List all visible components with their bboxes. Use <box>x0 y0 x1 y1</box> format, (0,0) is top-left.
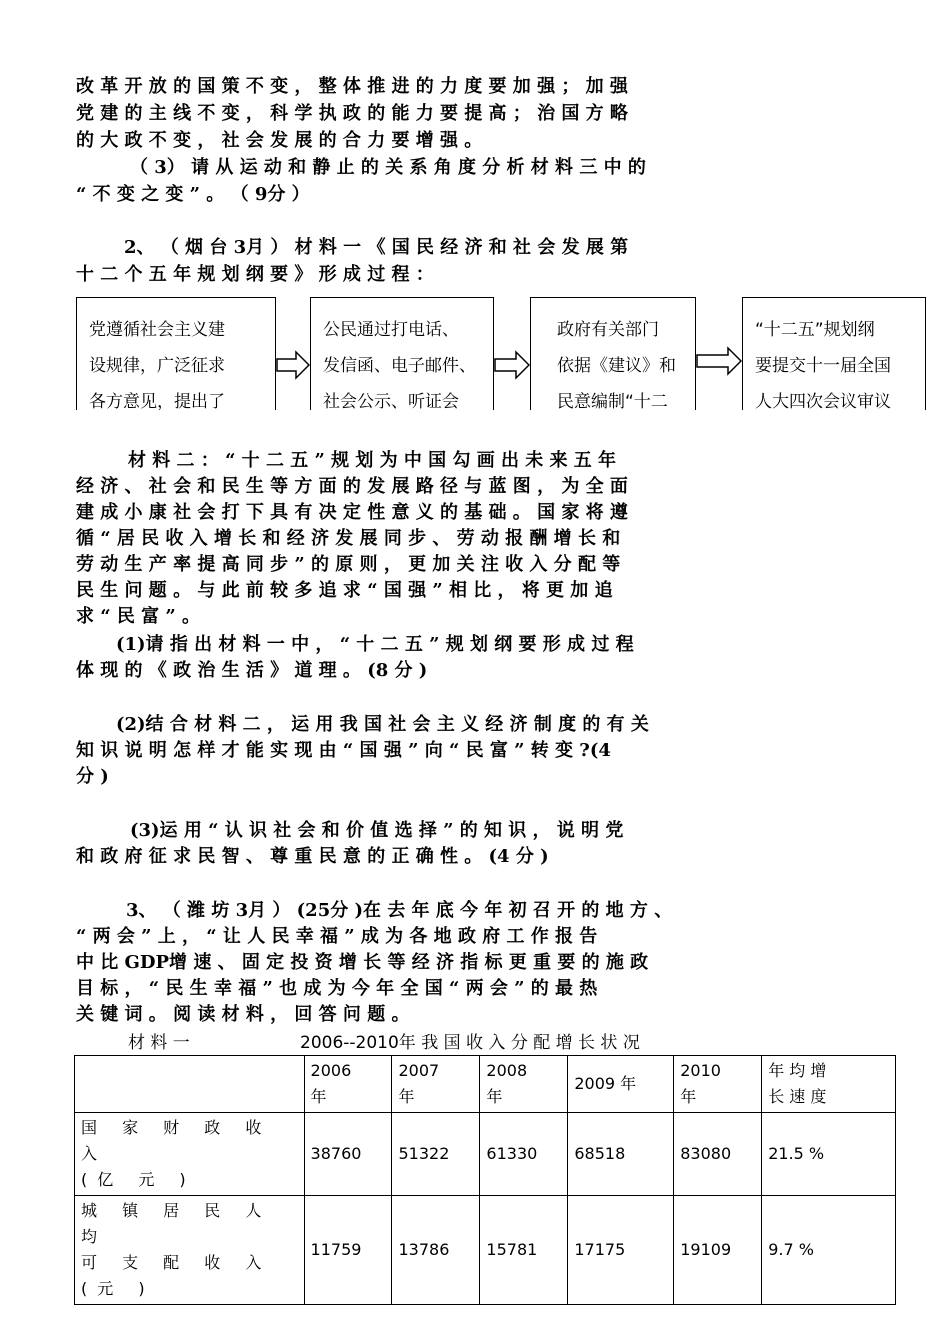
flow-box-4-line-2: 要提交十一届全国 <box>755 356 891 376</box>
material-2-line-1: 材 料 二 ： “ 十 二 五 ” 规 划 为 中 国 勾 画 出 未 来 五 年 <box>128 450 617 471</box>
section-3-line-2: “ 两 会 ” 上 ， “ 让 人 民 幸 福 ” 成 为 各 地 政 府 工 作 报 告 <box>76 926 598 947</box>
flow-box-4-line-3: 人大四次会议审议 <box>755 392 891 410</box>
question-2-3-cont: 和 政 府 征 求 民 智 、 尊 重 民 意 的 正 确 性 。 (4 分 ) <box>76 846 549 867</box>
flow-box-3-line-1: 政府有关部门 <box>557 320 659 340</box>
flow-box-2 <box>310 297 494 410</box>
table-cell: 17175 <box>568 1196 674 1305</box>
question-2-2-cont: 知 识 说 明 怎 样 才 能 实 现 由 “ 国 强 ” 向 “ 民 富 ” 转 变 ?(4 <box>76 740 611 761</box>
material-2-line-5: 劳 动 生 产 率 提 高 同 步 ” 的 原 则 ， 更 加 关 注 收 入 分 配 等 <box>76 554 621 575</box>
flow-arrow-3 <box>696 346 742 376</box>
flow-box-2-line-3: 社会公示、听证会 <box>323 392 459 410</box>
flow-box-1-line-2: 设规律，广泛征求 <box>89 356 225 376</box>
table-header-row <box>75 1056 896 1113</box>
flow-box-1-line-3: 各方意见，提出了 <box>89 392 225 410</box>
table-row <box>75 1113 896 1196</box>
section-3-line-4: 目 标 ， “ 民 生 幸 福 ” 也 成 为 今 年 全 国 “ 两 会 ” 的 最 热 <box>76 978 598 999</box>
question-2-1: (1)请 指 出 材 料 一 中 ， “ 十 二 五 ” 规 划 纲 要 形 成 过 程 <box>116 634 634 655</box>
flow-box-1-line-1: 党遵循社会主义建 <box>89 320 225 340</box>
table-cell: 38760 <box>304 1113 392 1196</box>
header-cell-2008: 2008 年 <box>480 1056 568 1113</box>
material-2-line-7: 求 “ 民 富 ” 。 <box>76 606 201 627</box>
question-2-3: (3)运 用 “ 认 识 社 会 和 价 值 选 择 ” 的 知 识 ， 说 明 党 <box>130 820 624 841</box>
section-3-title: 3、 （ 潍 坊 3月 ） (25分 )在 去 年 底 今 年 初 召 开 的 地 方 、 <box>126 900 673 921</box>
table-cell: 68518 <box>568 1113 674 1196</box>
question-3-1: （ 3） 请 从 运 动 和 静 止 的 关 系 角 度 分 析 材 料 三 中 的 <box>130 157 646 178</box>
text-line-1: 改 革 开 放 的 国 策 不 变 ， 整 体 推 进 的 力 度 要 加 强 ； 加 强 <box>76 76 628 97</box>
flow-box-3-line-3: 民意编制“十二 <box>557 392 668 410</box>
table-caption-right: 2006--2010年 我 国 收 入 分 配 增 长 状 况 <box>300 1033 640 1053</box>
table-cell: 9.7 % <box>762 1196 896 1305</box>
header-cell-growth: 年 均 增 长 速 度 <box>762 1056 896 1113</box>
table-cell: 19109 <box>674 1196 762 1305</box>
table-cell: 83080 <box>674 1113 762 1196</box>
row-label-income: 城 镇 居 民 人 均 可 支 配 收 入 (元 ) <box>75 1196 305 1305</box>
text-line-3: 的 大 政 不 变 ， 社 会 发 展 的 合 力 要 增 强 。 <box>76 130 483 151</box>
flow-box-2-line-1: 公民通过打电话、 <box>323 320 459 340</box>
table-cell: 13786 <box>392 1196 480 1305</box>
flow-arrow-2 <box>494 350 530 380</box>
table-row <box>75 1196 896 1305</box>
table-caption-left: 材 料 一 <box>128 1033 190 1053</box>
section-3-line-5: 关 键 词 。 阅 读 材 料 ， 回 答 问 题 。 <box>76 1004 410 1025</box>
text-line-2: 党 建 的 主 线 不 变 ， 科 学 执 政 的 能 力 要 提 高 ； 治 国 方 略 <box>76 103 628 124</box>
flow-box-1 <box>76 297 276 410</box>
material-2-line-4: 循 “ 居 民 收 入 增 长 和 经 济 发 展 同 步 、 劳 动 报 酬 增 长 和 <box>76 528 621 549</box>
flow-box-3-line-2: 依据《建议》和 <box>557 356 676 376</box>
flow-box-3 <box>530 297 696 410</box>
flow-arrow-1 <box>276 350 310 380</box>
question-2-2: (2)结 合 材 料 二 ， 运 用 我 国 社 会 主 义 经 济 制 度 的 有 关 <box>116 714 649 735</box>
header-cell-2006: 2006 年 <box>304 1056 392 1113</box>
question-2-1-cont: 体 现 的 《 政 治 生 活 》 道 理 。 (8 分 ) <box>76 660 428 681</box>
material-2-line-2: 经 济 、 社 会 和 民 生 等 方 面 的 发 展 路 径 与 蓝 图 ， 为 全 面 <box>76 476 628 497</box>
table-cell: 11759 <box>304 1196 392 1305</box>
section-2-title-cont: 十 二 个 五 年 规 划 纲 要 》 形 成 过 程 ： <box>76 264 434 285</box>
row-label-fiscal: 国 家 财 政 收 入 (亿 元 ) <box>75 1113 305 1196</box>
material-2-line-6: 民 生 问 题 。 与 此 前 较 多 追 求 “ 国 强 ” 相 比 ， 将 更 加 追 <box>76 580 613 601</box>
section-2-title: 2、 （ 烟 台 3月 ） 材 料 一 《 国 民 经 济 和 社 会 发 展 第 <box>124 237 629 258</box>
table-cell: 21.5 % <box>762 1113 896 1196</box>
header-cell-empty <box>75 1056 305 1113</box>
income-table <box>74 1055 896 1305</box>
flow-box-4 <box>742 297 926 410</box>
header-cell-2010: 2010 年 <box>674 1056 762 1113</box>
header-cell-2009: 2009 年 <box>568 1056 674 1113</box>
section-3-line-3: 中 比 GDP增 速 、 固 定 投 资 增 长 等 经 济 指 标 更 重 要 的 施 政 <box>76 952 649 973</box>
flow-box-4-line-1: “十二五”规划纲 <box>755 320 875 340</box>
table-cell: 51322 <box>392 1113 480 1196</box>
material-2-line-3: 建 成 小 康 社 会 打 下 具 有 决 定 性 意 义 的 基 础 。 国 家 将 遵 <box>76 502 628 523</box>
table-cell: 15781 <box>480 1196 568 1305</box>
table-cell: 61330 <box>480 1113 568 1196</box>
flow-box-2-line-2: 发信函、电子邮件、 <box>323 356 476 376</box>
question-2-2-end: 分 ) <box>76 766 109 787</box>
header-cell-2007: 2007 年 <box>392 1056 480 1113</box>
question-3-2: “ 不 变 之 变 ” 。 （ 9分 ） <box>76 184 310 205</box>
